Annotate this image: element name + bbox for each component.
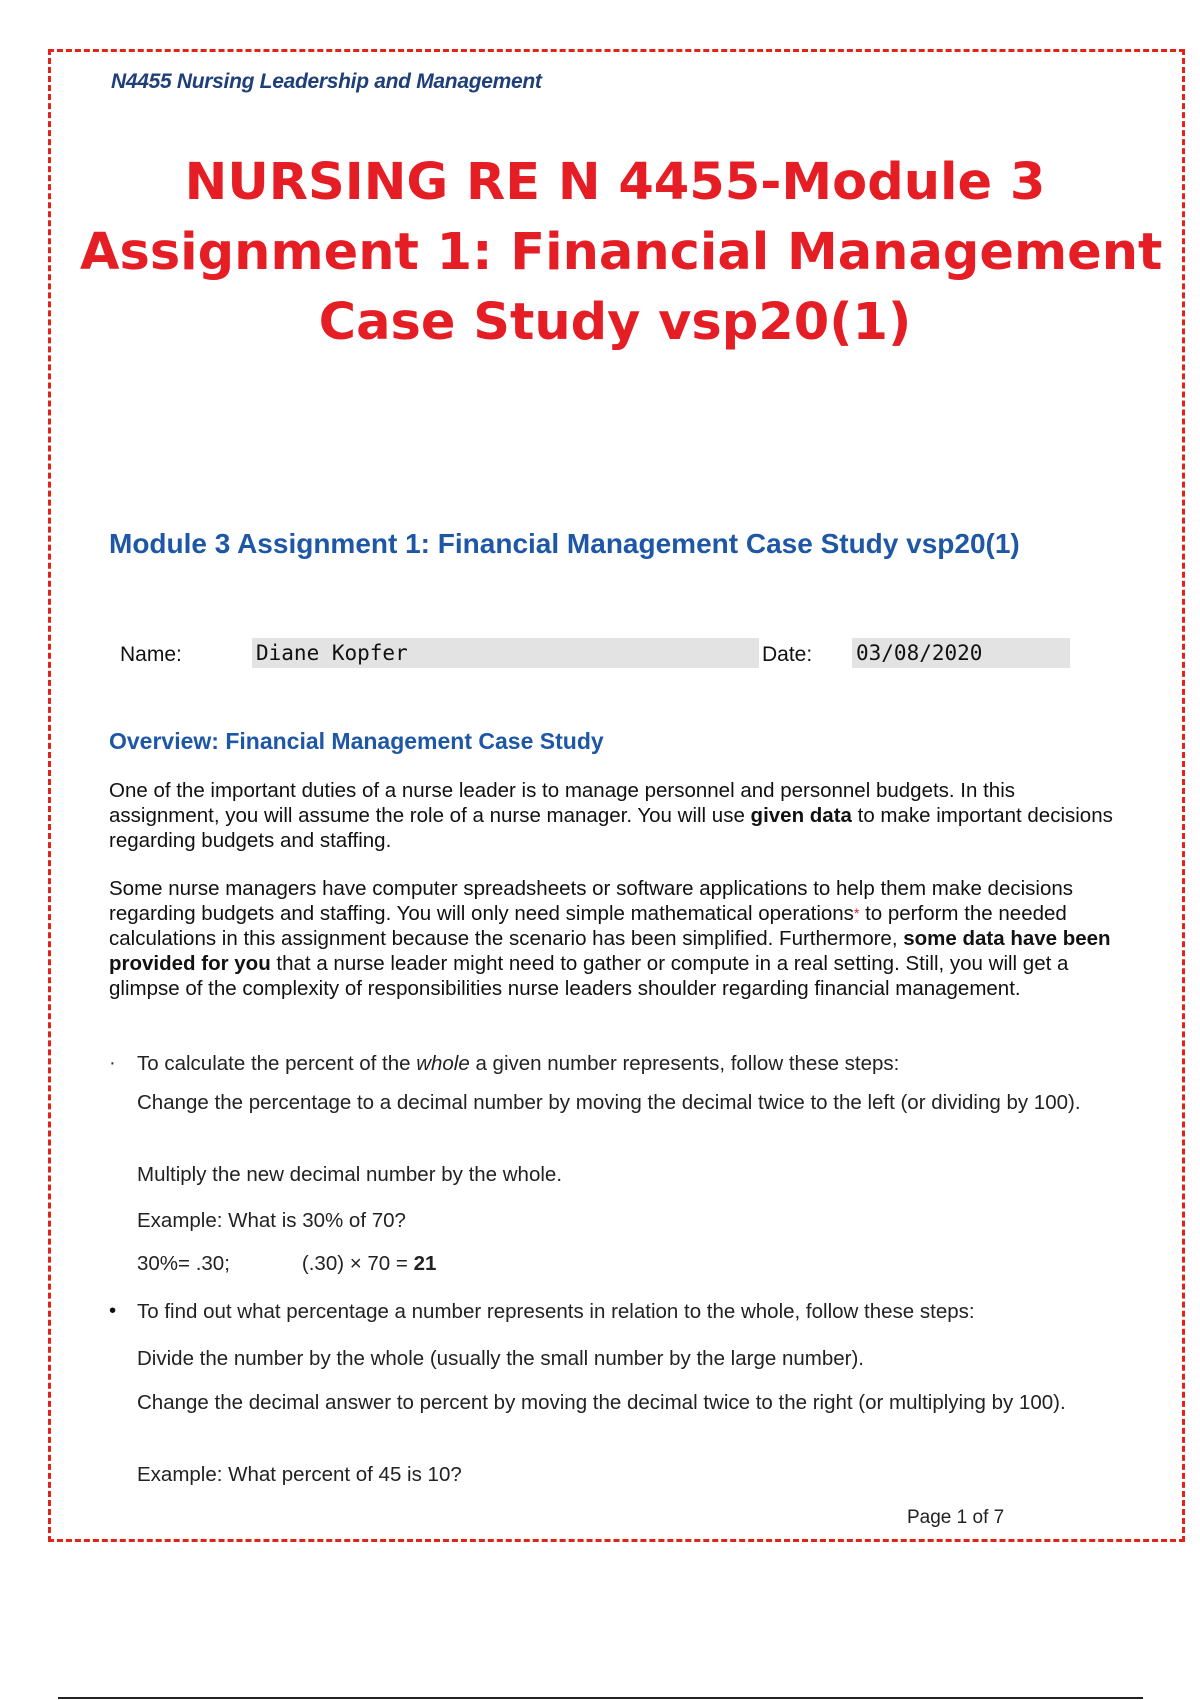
section2-example: Example: What percent of 45 is 10? — [137, 1463, 462, 1486]
overview-heading: Overview: Financial Management Case Study — [109, 728, 604, 754]
section1-calculation: 30%= .30; (.30) × 70 = 21 — [137, 1252, 437, 1275]
date-label: Date: — [762, 643, 813, 666]
section2-step-1: Divide the number by the whole (usually the small number by the large number). — [137, 1347, 864, 1370]
divider — [58, 1697, 1143, 1699]
title-line-2: Assignment 1: Financial Management — [80, 223, 1163, 282]
bullet-icon: • — [109, 1299, 117, 1322]
section1-step-1: Change the percentage to a decimal number by moving the decimal twice to the left (or dividing by 100). — [137, 1091, 1081, 1114]
document-title — [80, 148, 1163, 358]
section2-step-2: Change the decimal answer to percent by moving the decimal twice to the right (or multiplying by 100). — [137, 1391, 1066, 1414]
title-line-3: Case Study vsp20(1) — [318, 293, 912, 352]
title-line-1: NURSING RE N 4455-Module 3 — [184, 153, 1046, 212]
section1-example: Example: What is 30% of 70? — [137, 1209, 406, 1232]
section1-intro: To calculate the percent of the whole a given number represents, follow these steps: — [137, 1052, 900, 1075]
name-field[interactable]: Diane Kopfer — [252, 638, 759, 668]
footnote-asterisk: * — [853, 905, 860, 921]
overview-paragraph-2: Some nurse managers have computer spreadsheets or software applications to help them make decisions regarding budgets and staffing. You will only need simple mathematical operations* to perform the needed calculations in this assignment because the scenario has been simplified. Furthermore, some data have been provided for you that a nurse leader might need to gather or compute in a real setting. Still, you will get a glimpse of the complexity of responsibilities nurse leaders shoulder regarding financial management. — [109, 877, 1111, 1000]
name-label: Name: — [120, 643, 182, 666]
overview-paragraph-1: One of the important duties of a nurse leader is to manage personnel and personnel budgets. In this assignment, you will assume the role of a nurse manager. You will use given data to make important decisions regarding budgets and staffing. — [109, 779, 1113, 852]
section1-step-2: Multiply the new decimal number by the whole. — [137, 1163, 563, 1186]
page-number: Page 1 of 7 — [907, 1507, 1005, 1528]
course-header: N4455 Nursing Leadership and Management — [111, 70, 542, 93]
assignment-subtitle: Module 3 Assignment 1: Financial Management Case Study vsp20(1) — [109, 528, 1020, 559]
bullet-icon: · — [109, 1051, 116, 1074]
date-field[interactable]: 03/08/2020 — [852, 638, 1070, 668]
section2-intro: To find out what percentage a number represents in relation to the whole, follow these steps: — [137, 1300, 975, 1323]
